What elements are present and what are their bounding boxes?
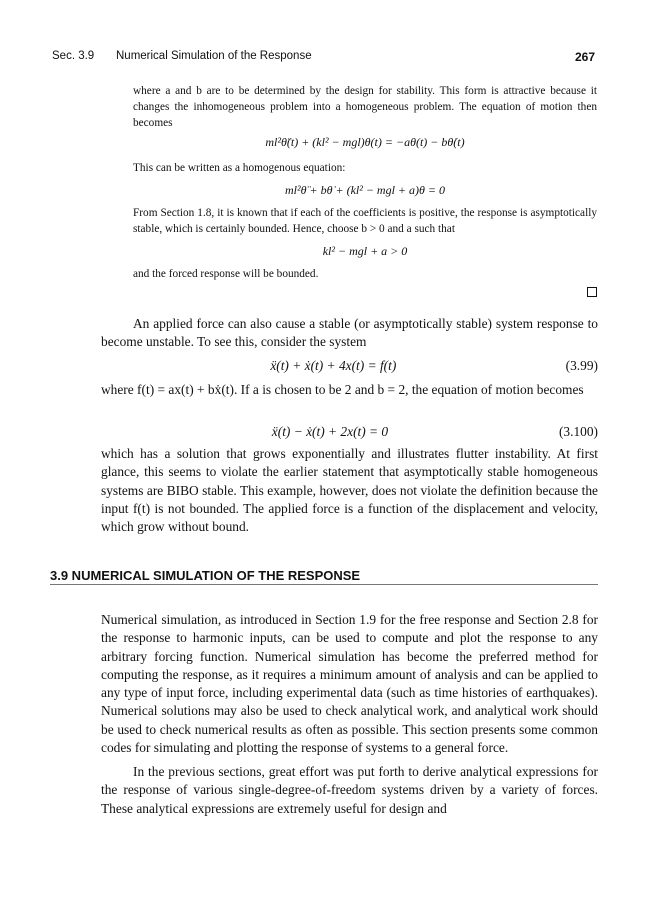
section-heading-rule <box>50 584 598 585</box>
body-paragraph-2: where f(t) = ax(t) + bẋ(t). If a is chosen to be 2 and b = 2, the equation of motion becomes <box>101 382 584 397</box>
header-section-number: Sec. 3.9 <box>52 50 95 62</box>
example-paragraph-3: From Section 1.8, it is known that if each of the coefficients is positive, the response is asymptotically stable, which is certainly bounded. Hence, choose b > 0 and a such that <box>133 207 597 236</box>
equation-3-99-number: (3.99) <box>565 358 598 373</box>
page-number: 267 <box>574 50 595 64</box>
equation-3-100-text: ẍ(t) − ẋ(t) + 2x(t) = 0 <box>271 424 389 439</box>
equation-stability-condition: kl² − mgl + a > 0 <box>322 244 408 258</box>
equation-3-99 <box>101 357 598 375</box>
end-of-example-square <box>587 287 597 297</box>
section-paragraph-1: Numerical simulation, as introduced in Section 1.9 for the free response and Section 2.8 for the response to harmonic inputs, can be used to compute and plot the response to any arbitrary forcing function. Numerical simulation has become the preferred method for computing the response, as it requires a minimum amount of analysis and can be applied to any type of input force, including experimental data (such as time histories of earthquakes). Numerical solutions may also be used to check analytical work, and analytical work should be used to check numerical results as often as possible. This section presents some common codes for simulating and plotting the response of systems to a general force. <box>101 612 598 756</box>
equation-3-99-text: ẍ(t) + ẋ(t) + 4x(t) = f(t) <box>270 358 397 373</box>
example-paragraph-4: and the forced response will be bounded. <box>133 268 319 280</box>
header-title: Numerical Simulation of the Response <box>116 50 312 62</box>
example-paragraph-1: where a and b are to be determined by the design for stability. This form is attractive because it changes the inhomogeneous problem into a homogeneous problem. The equation of motion then becomes <box>133 85 597 130</box>
body-paragraph-3: which has a solution that grows exponentially and illustrates flutter instability. At first glance, this seems to violate the earlier statement that asymptotically stable homogeneous systems are BIBO stable. This example, however, does not violate the definition because the input f(t) is not bounded. The applied force is a function of the displacement and velocity, which grow without bound. <box>101 446 598 535</box>
running-header <box>52 50 595 66</box>
equation-3-100 <box>101 423 598 441</box>
body-paragraph-1: An applied force can also cause a stable (or asymptotically stable) system response to become unstable. To see this, consider the system <box>101 316 598 350</box>
equation-homogeneous: ml²θ̈ + bθ̇ + (kl² − mgl + a)θ = 0 <box>284 183 446 197</box>
equation-motion: ml²θ̈(t) + (kl² − mgl)θ(t) = −aθ(t) − bθ̇(t) <box>265 135 465 149</box>
equation-3-100-number: (3.100) <box>558 424 598 439</box>
example-paragraph-2: This can be written as a homogenous equation: <box>133 162 346 174</box>
section-heading: 3.9 NUMERICAL SIMULATION OF THE RESPONSE <box>50 568 361 583</box>
section-paragraph-2: In the previous sections, great effort was put forth to derive analytical expressions for the response of various single-degree-of-freedom systems driven by a variety of forces. These analytical expressions are extremely useful for design and <box>101 764 598 816</box>
